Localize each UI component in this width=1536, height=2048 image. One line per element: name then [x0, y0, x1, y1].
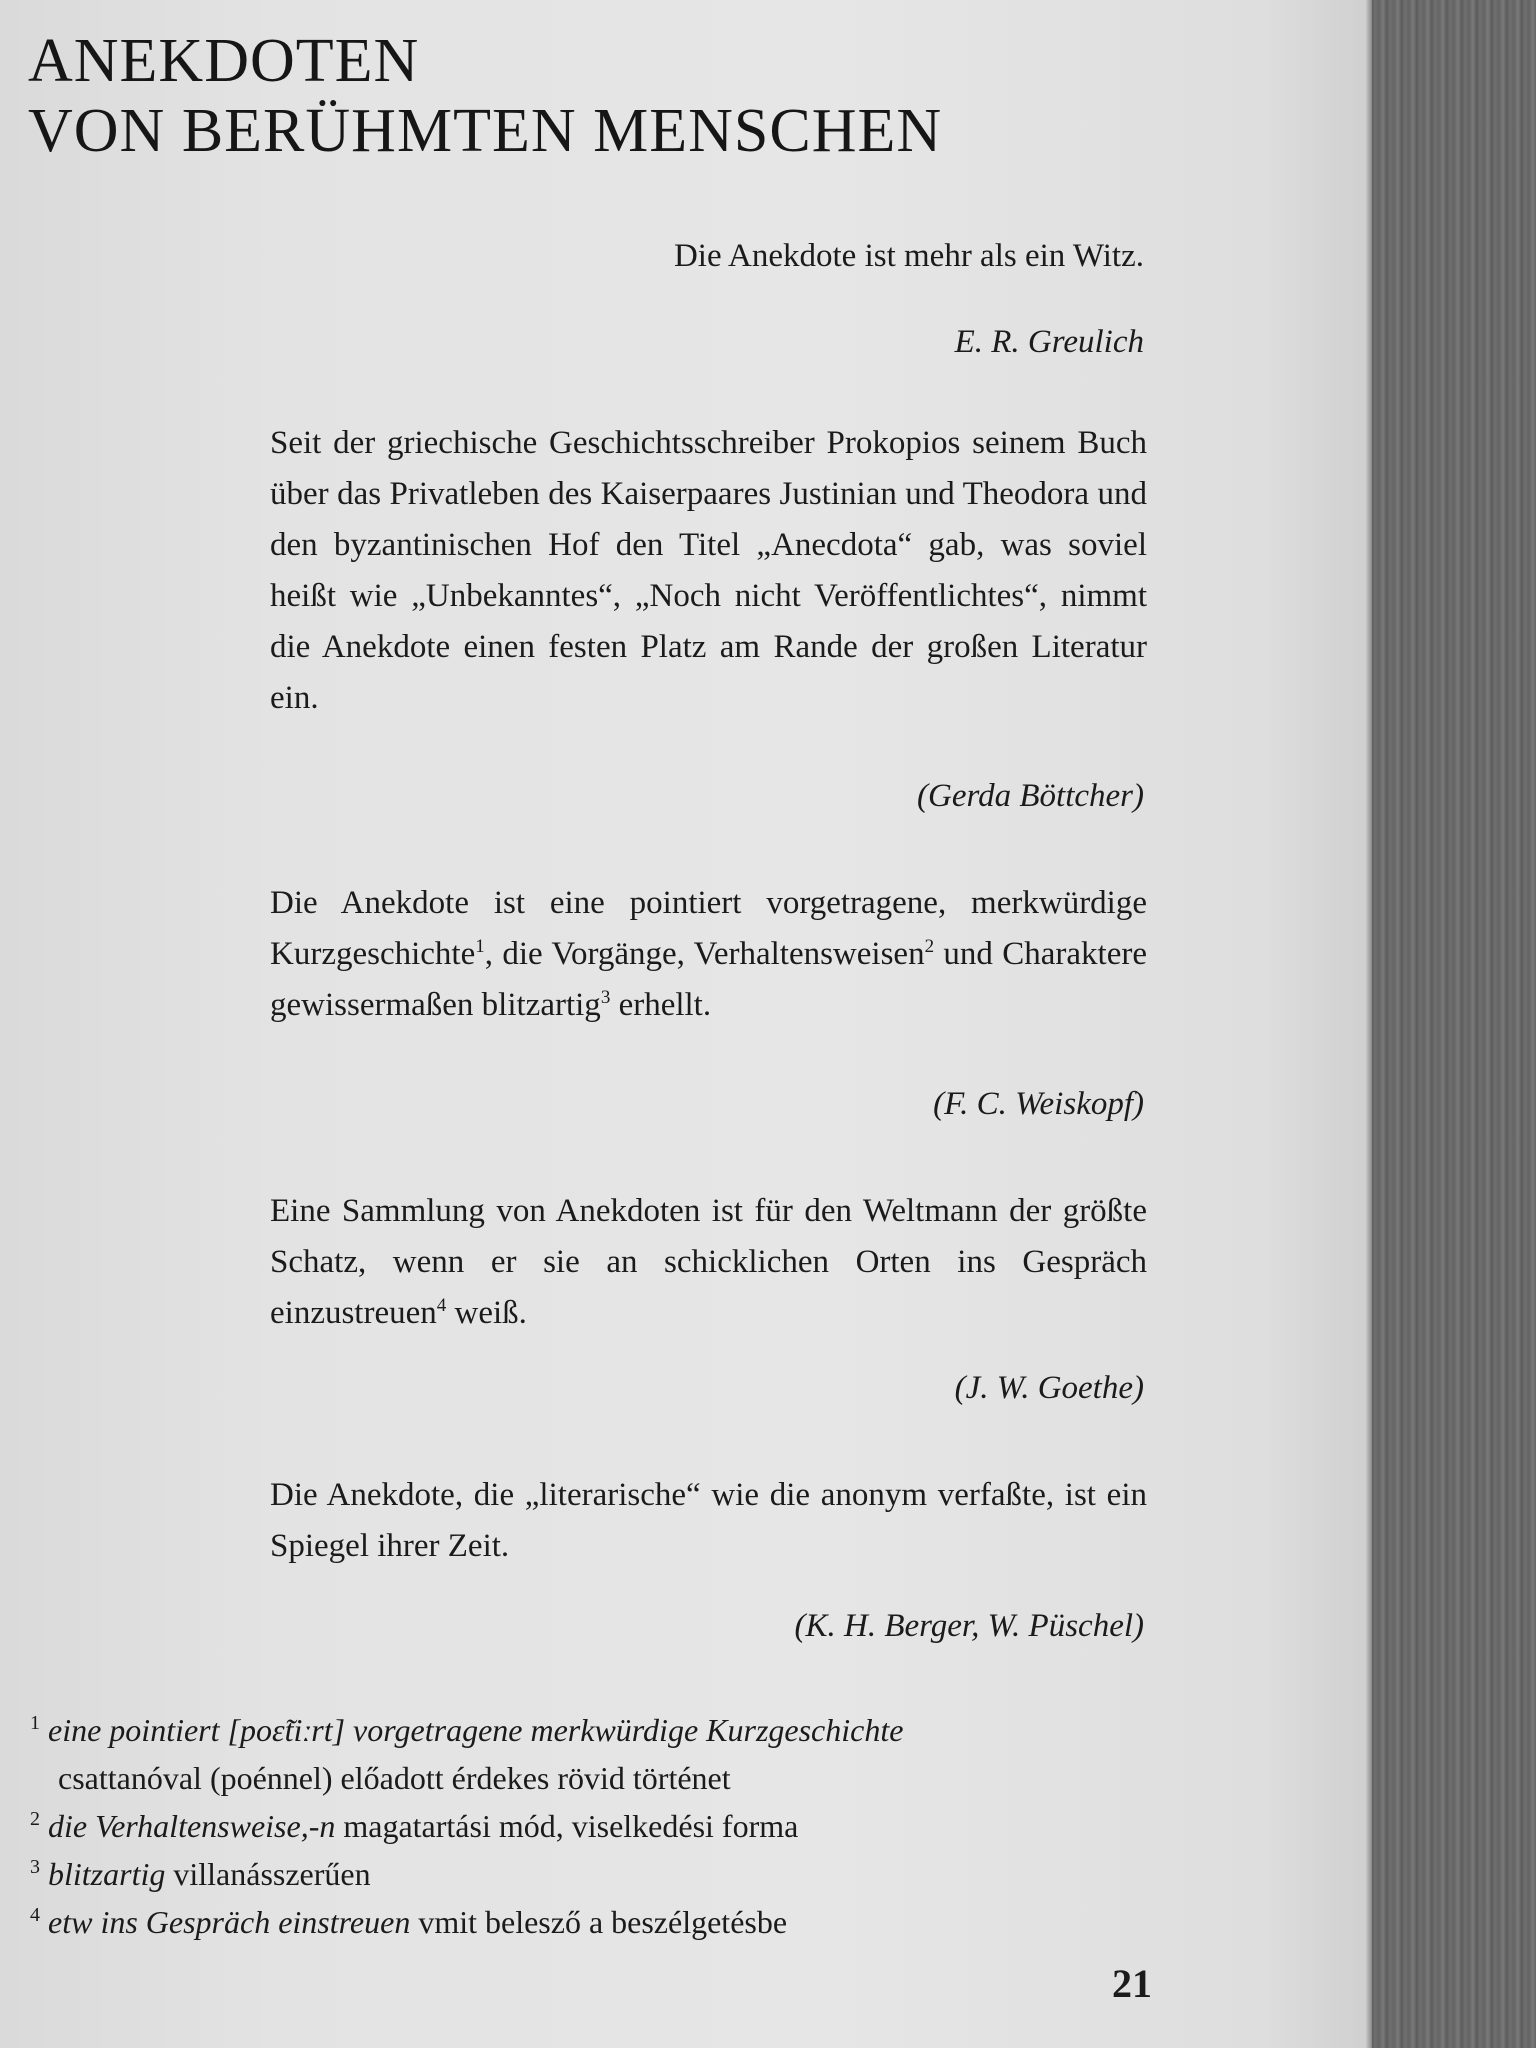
- footnote-meaning: magatartási mód, viselkedési forma: [343, 1808, 799, 1844]
- quote-3-text: [270, 1186, 1147, 1339]
- quote-3-author: (J. W. Goethe): [954, 1370, 1144, 1406]
- quote-2-text: [270, 878, 1147, 1031]
- book-spine-background: [1372, 0, 1536, 2048]
- quote-3-part: weiß.: [446, 1295, 527, 1331]
- footnote-term: die Verhaltensweise,-n: [48, 1808, 336, 1844]
- quote-4-author: (K. H. Berger, W. Püschel): [794, 1608, 1144, 1644]
- footnote-4: [30, 1898, 1160, 1946]
- quote-1-text: Seit der griechische Geschichtsschreiber Prokopios seinem Buch über das Privatleben des Kaiserpaares Justinian und Theodora und den byzantinischen Hof den Titel „Anecdota“ gab, was soviel heißt wie „Unbekanntes“, „Noch nicht Veröffentlichtes“, nimmt die Anekdote einen festen Platz am Rande der großen Literatur ein.: [270, 425, 1147, 716]
- quote-2-author: (F. C. Weiskopf): [933, 1086, 1144, 1122]
- footnote-ref-1: 1: [475, 936, 485, 957]
- quote-1-author: (Gerda Böttcher): [917, 778, 1144, 814]
- quote-2-part: erhellt.: [610, 987, 712, 1023]
- quote-3-part: Eine Sammlung von Anekdoten ist für den Weltmann der größte Schatz, wenn er sie an schicklichen Orten ins Gespräch einzustreuen: [270, 1193, 1147, 1331]
- footnote-meaning: villanásszerűen: [173, 1856, 371, 1892]
- footnote-1-meaning: csattanóval (poénnel) előadott érdekes rövid történet: [58, 1760, 731, 1796]
- footnote-3: [30, 1850, 1160, 1898]
- footnote-meaning: vmit belesző a beszélgetésbe: [418, 1904, 788, 1940]
- quote-2-part: und Charaktere gewissermaßen blitzartig: [270, 936, 1147, 1023]
- footnote-1: [30, 1706, 1160, 1754]
- footnote-number: 2: [30, 1808, 40, 1831]
- footnote-term: etw ins Gespräch einstreuen: [48, 1904, 411, 1940]
- footnotes: [30, 1706, 1160, 1946]
- footnote-ref-3: 3: [600, 987, 611, 1008]
- footnote-number: 3: [30, 1856, 40, 1879]
- title-line-1: ANEKDOTEN: [28, 27, 420, 95]
- page-title: [28, 26, 942, 166]
- page-number: 21: [1112, 1961, 1152, 2006]
- quote-2-part: Die Anekdote ist eine pointiert vorgetragene, merkwürdige Kurzgeschichte: [270, 885, 1147, 972]
- footnote-ref-2: 2: [924, 936, 935, 957]
- footnote-term: blitzartig: [48, 1856, 166, 1892]
- quote-2-part: , die Vorgänge, Verhaltensweisen: [484, 936, 925, 972]
- quote-4-text: Die Anekdote, die „literarische“ wie die anonym verfaßte, ist ein Spiegel ihrer Zeit.: [270, 1477, 1147, 1564]
- motto-text: Die Anekdote ist mehr als ein Witz.: [673, 238, 1144, 274]
- footnote-number: 4: [30, 1904, 40, 1927]
- footnote-term: eine pointiert [poɛ̃tiːrt] vorgetragene merkwürdige Kurzgeschichte: [48, 1712, 904, 1748]
- footnote-ref-4: 4: [436, 1295, 447, 1316]
- footnote-number: 1: [30, 1712, 40, 1735]
- title-line-2: VON BERÜHMTEN MENSCHEN: [28, 97, 943, 165]
- footnote-2: [30, 1802, 1160, 1850]
- motto-author: E. R. Greulich: [954, 324, 1144, 360]
